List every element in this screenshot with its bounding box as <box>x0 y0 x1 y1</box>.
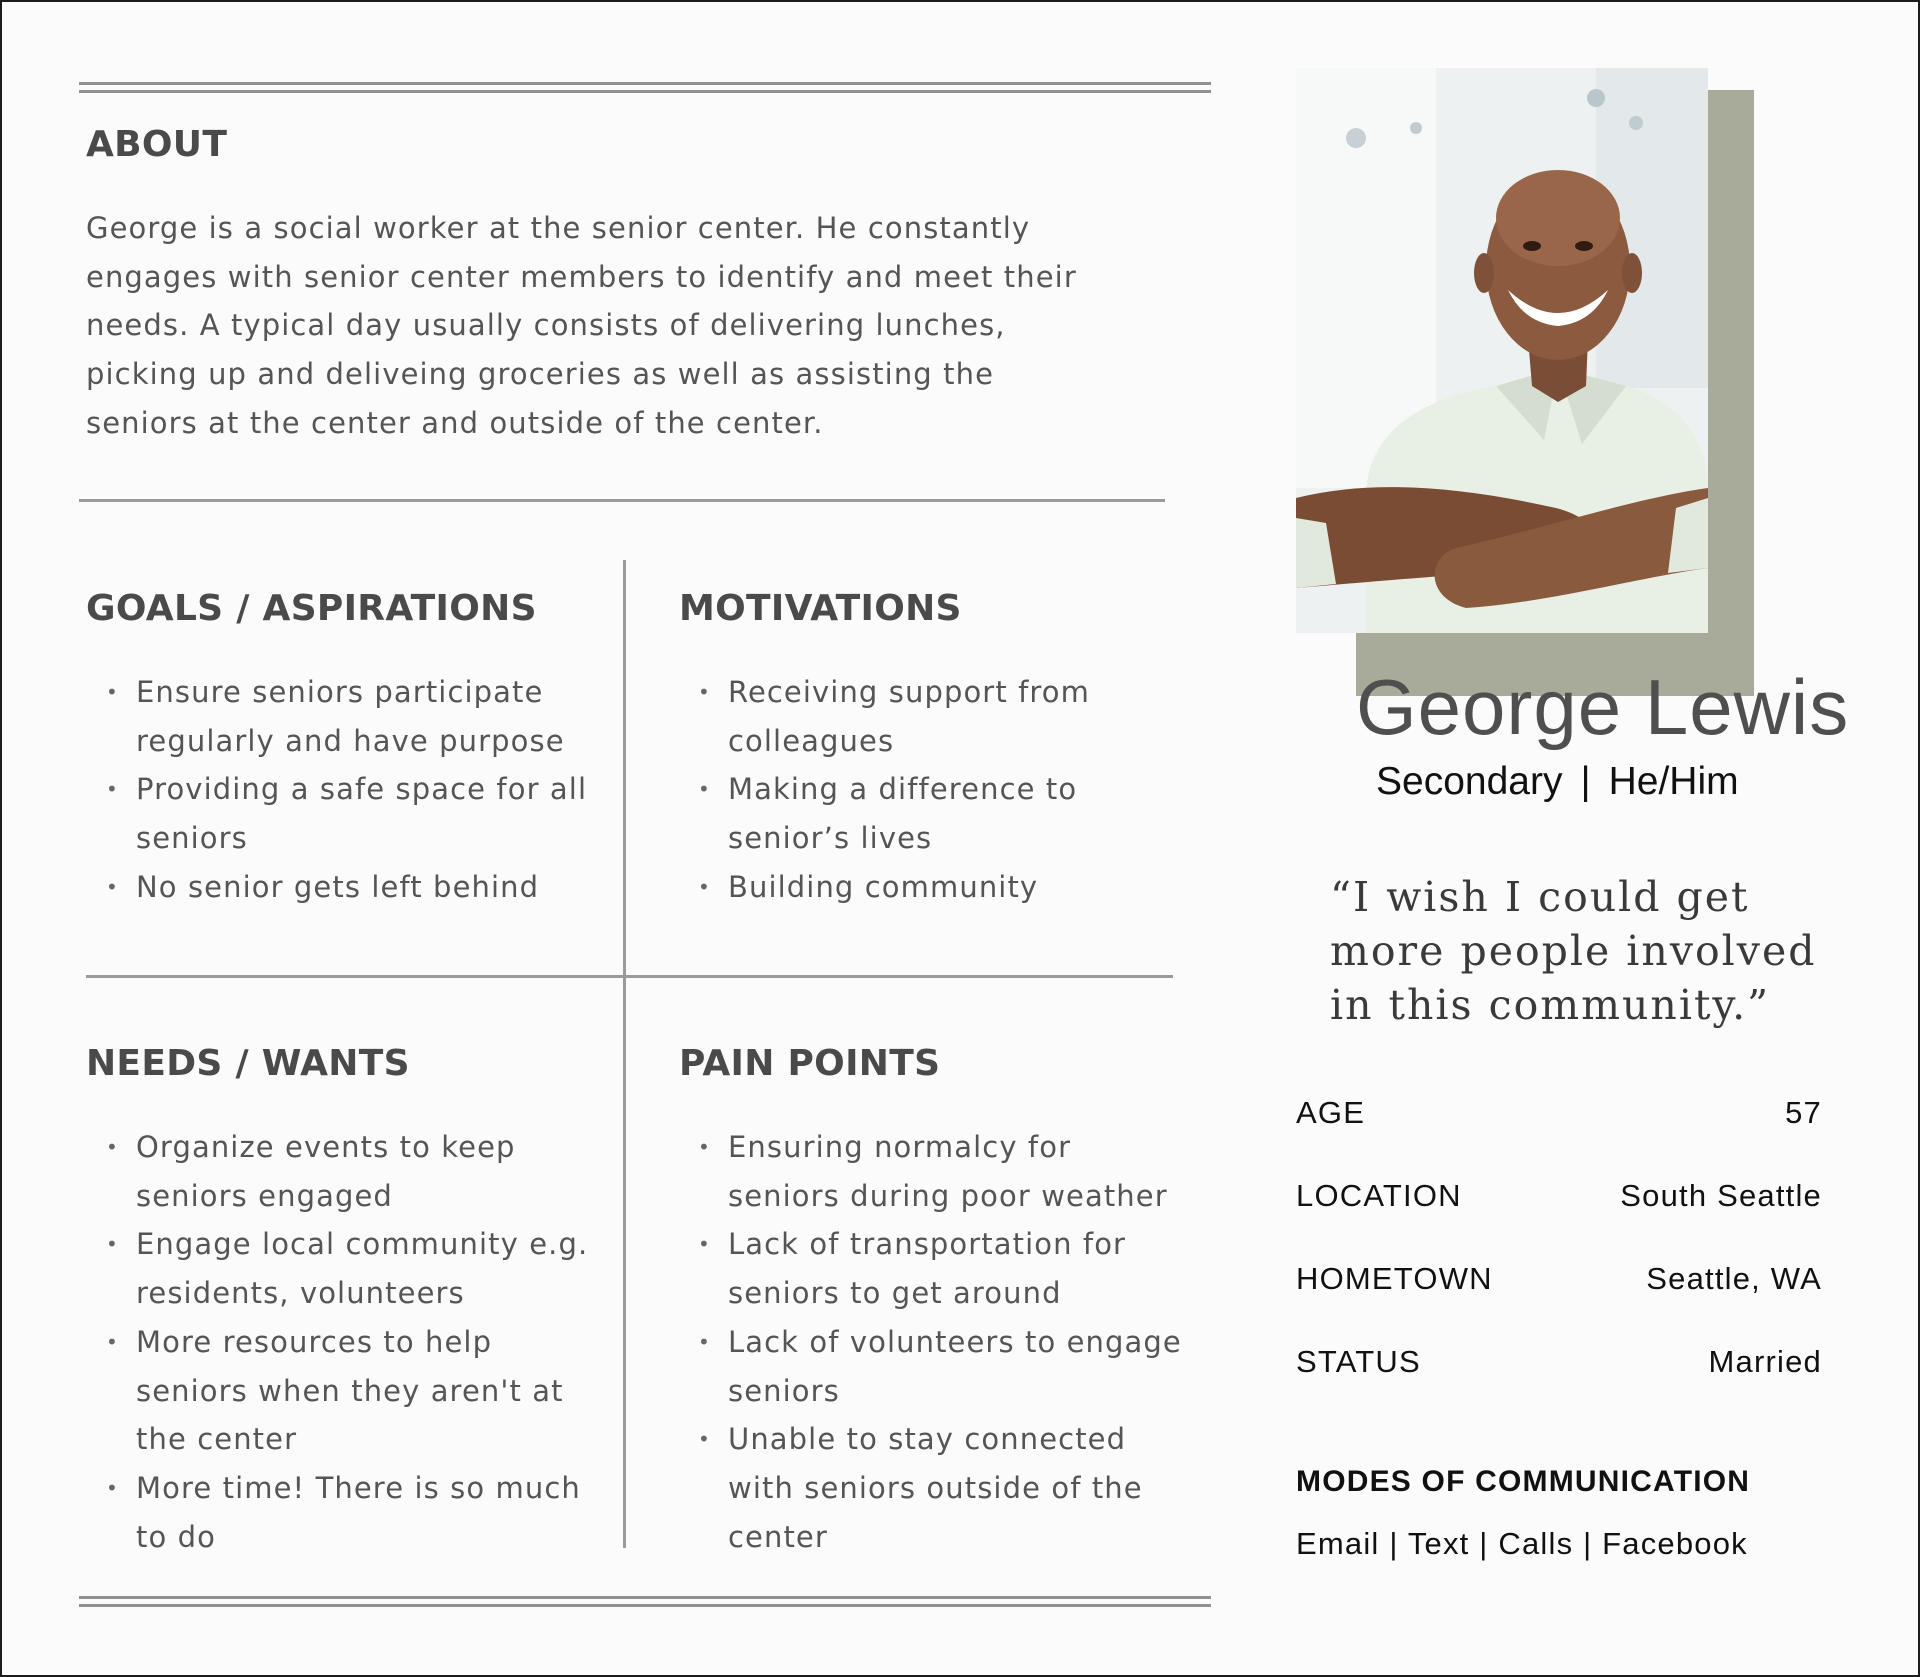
fact-value: Married <box>1708 1344 1822 1379</box>
persona-portrait-illustration <box>1296 68 1708 633</box>
communication-modes: Email | Text | Calls | Facebook <box>1296 1526 1748 1561</box>
list-item: • Lack of transportation for seniors to get around <box>678 1220 1193 1317</box>
persona-role: Secondary <box>1376 760 1563 803</box>
quadrant-horizontal-divider <box>86 975 1173 978</box>
about-heading: ABOUT <box>86 124 228 165</box>
communication-heading: MODES OF COMMUNICATION <box>1296 1465 1751 1498</box>
goals-list <box>86 668 606 912</box>
motivations-heading: MOTIVATIONS <box>679 588 962 629</box>
list-item: • Lack of volunteers to engage seniors <box>678 1318 1193 1415</box>
list-item: • Building community <box>678 863 1178 912</box>
list-item: • No senior gets left behind <box>86 863 606 912</box>
list-item: • Providing a safe space for all seniors <box>86 765 606 862</box>
needs-heading: NEEDS / WANTS <box>86 1043 410 1084</box>
list-item: • Engage local community e.g. residents, volunteers <box>86 1220 606 1317</box>
fact-hometown <box>1296 1261 1822 1344</box>
persona-photo <box>1296 68 1708 633</box>
persona-facts <box>1296 1095 1822 1427</box>
persona-name: George Lewis <box>1356 663 1850 751</box>
pain-points-heading: PAIN POINTS <box>679 1043 941 1084</box>
list-item: • Receiving support from colleagues <box>678 668 1178 765</box>
list-item: • More resources to help seniors when they aren't at the center <box>86 1318 606 1464</box>
list-item: • Ensure seniors participate regularly and have purpose <box>86 668 606 765</box>
list-item: • Making a difference to senior’s lives <box>678 765 1178 862</box>
fact-label: LOCATION <box>1296 1178 1462 1213</box>
fact-age <box>1296 1095 1822 1178</box>
pain-points-list <box>678 1123 1193 1561</box>
goals-heading: GOALS / ASPIRATIONS <box>86 588 537 629</box>
list-item: • More time! There is so much to do <box>86 1464 606 1561</box>
fact-label: HOMETOWN <box>1296 1261 1493 1296</box>
role-separator: | <box>1580 760 1591 803</box>
fact-value: Seattle, WA <box>1646 1261 1822 1296</box>
about-text: George is a social worker at the senior center. He constantly engages with senior center members to identify and meet their needs. A typical day usually consists of delivering lunches, picking up and deliveing groceries as well as assisting the seniors at the center and outside of the center. <box>86 211 1077 440</box>
fact-value: 57 <box>1785 1095 1822 1130</box>
top-double-divider <box>79 82 1211 85</box>
fact-status <box>1296 1344 1822 1427</box>
list-item: • Unable to stay connected with seniors outside of the center <box>678 1415 1193 1561</box>
persona-pronouns: He/Him <box>1608 760 1739 803</box>
fact-label: AGE <box>1296 1095 1366 1130</box>
bottom-double-divider <box>79 1596 1211 1599</box>
fact-value: South Seattle <box>1620 1178 1822 1213</box>
motivations-list <box>678 668 1178 912</box>
list-item: • Ensuring normalcy for seniors during poor weather <box>678 1123 1193 1220</box>
persona-quote: “I wish I could get more people involved in this community.” <box>1330 873 1817 1029</box>
needs-list <box>86 1123 606 1561</box>
quadrant-vertical-divider <box>623 560 626 1548</box>
fact-location <box>1296 1178 1822 1261</box>
fact-label: STATUS <box>1296 1344 1421 1379</box>
about-divider <box>79 499 1165 502</box>
persona-role-line <box>1376 760 1739 804</box>
list-item: • Organize events to keep seniors engaged <box>86 1123 606 1220</box>
